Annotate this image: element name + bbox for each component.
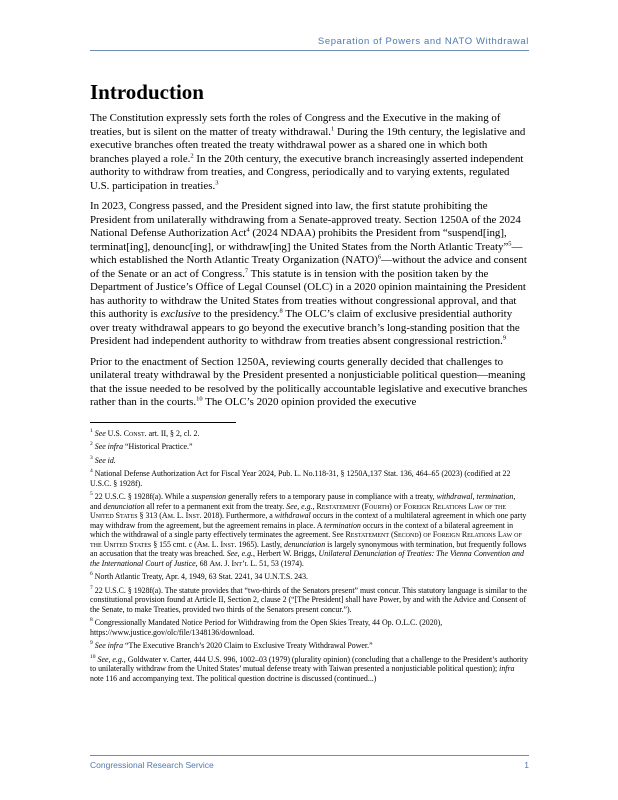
italic-text: See infra	[94, 641, 124, 650]
paragraph	[90, 112, 528, 193]
italic-text: Unilateral Denunciation of Treaties: The Vienna Convention and the International Court of Justice	[90, 549, 524, 568]
footnote-number: 5	[90, 491, 93, 498]
footnote-ref: 5	[508, 239, 512, 247]
italic-text: withdrawal	[274, 511, 311, 520]
paragraph	[90, 200, 528, 349]
footnote-ref: 4	[246, 226, 250, 234]
footnotes	[90, 429, 528, 684]
footnote-number: 7	[90, 584, 93, 591]
small-caps-text: Am. L. Inst	[161, 511, 200, 520]
section-heading: Introduction	[90, 80, 204, 104]
text-run: In 2023, Congress passed, and the President signed into law, the first statute prohibiting the President from unilaterally withdrawing from a Senate-approved treaty. Section 1250A of the 2024 National Defense Authorization Act	[90, 200, 521, 239]
body-text	[90, 112, 528, 410]
text-run: —without the advice and consent of the Senate or an act of Congress.	[90, 254, 527, 280]
text-run: National Defense Authorization Act for Fiscal Year 2024, Pub. L. No.118-31, § 1250A,137 Stat. 136, 464–65 (2023) (codified at 22 U.S.C. § 1928f).	[90, 469, 511, 488]
text-run: § 155 cmt. c (	[151, 539, 197, 549]
footnote	[90, 429, 528, 439]
text-run: , and	[90, 492, 516, 511]
italic-text: exclusive	[160, 308, 201, 320]
footnote-ref: 9	[502, 334, 507, 342]
text-run: Congressionally Mandated Notice Period for Withdrawing from the Open Skies Treaty, 44 Op. O.L.C. (2020), https://www.justice.gov/olc/file/1348136/download.	[90, 618, 443, 637]
text-run: “Historical Practice.”	[123, 442, 193, 451]
text-run: . 1965). Lastly,	[234, 539, 284, 549]
text-run: ,	[312, 501, 317, 511]
paragraph	[90, 356, 528, 410]
small-caps-text: Const	[123, 428, 145, 438]
text-run: —which established the North Atlantic Treaty Organization (NATO)	[90, 240, 523, 266]
footnote	[90, 641, 528, 651]
footnote-number: 10	[90, 653, 96, 660]
text-run: is largely synonymous with termination, but frequently follows an accusation that the treaty was breached.	[90, 539, 527, 558]
main-content	[90, 80, 528, 687]
footnote	[90, 586, 528, 615]
text-run: Prior to the enactment of Section 1250A, reviewing courts generally decided that challenges to unilateral treaty withdrawal by the President presented a nonjusticiable political question—meaning that the issue needed to be resolved by the politically accountable legislative and executive branches rather than in the courts.	[90, 355, 528, 408]
text-run: (2024 NDAA) prohibits the President from “suspend[ing], terminat[ing], denounc[ing], or withdraw[ing] the United States from the North Atlantic Treaty”	[90, 227, 509, 253]
footnote-ref: 8	[279, 307, 283, 315]
footnote-number: 4	[90, 468, 93, 475]
text-run: § 313 (	[137, 511, 162, 520]
footer-publisher: Congressional Research Service	[90, 760, 214, 770]
text-run: generally refers to a temporary pause in compliance with a treaty,	[226, 492, 437, 501]
italic-text: See, e.g.	[226, 549, 254, 558]
footnote	[90, 618, 528, 637]
text-run: “The Executive Branch’s 2020 Claim to Exclusive Treaty Withdrawal Power.”	[123, 641, 373, 650]
text-run: note 116 and accompanying text. The political question doctrine is discussed (continued...)	[90, 673, 377, 683]
italic-text: denunciation	[103, 501, 145, 511]
footnote	[90, 442, 528, 452]
italic-text: denunciation	[284, 539, 326, 549]
text-run: occurs in the context of a multilateral agreement in which one party may withdraw from the agreement, but the agreement remains in place. A	[90, 511, 527, 530]
text-run: to the presidency.	[200, 308, 280, 320]
text-run: ,	[472, 492, 477, 501]
footnote-ref: 7	[244, 266, 249, 274]
small-caps-text: Restatement (Fourth) of Foreign Relations Law of the United States	[90, 501, 507, 520]
italic-text: termination	[324, 520, 361, 530]
text-run: 22 U.S.C. § 1928f(a). While a	[94, 492, 192, 501]
text-run: The OLC’s claim of exclusive presidential authority over treaty withdrawal appears to go beyond the executive branch’s long-standing position that the President had independent authority to withdraw from treaties absent congressional restriction.	[90, 308, 520, 347]
small-caps-text: Restatement (Second) of Foreign Relations Law of the United States	[90, 530, 522, 549]
footnote-number: 9	[90, 640, 93, 647]
small-caps-text: Am. L. Inst	[196, 539, 235, 549]
text-run: U.S.	[105, 428, 124, 438]
footnote	[90, 655, 528, 684]
page-footer	[90, 755, 529, 770]
footnote	[90, 492, 528, 568]
italic-text: See	[94, 428, 106, 438]
italic-text: infra	[499, 664, 515, 673]
footnote	[90, 469, 528, 488]
text-run: During the 19th century, the legislative and executive branches often treated the treaty withdrawal power as a shared one in which both branches played a role.	[90, 125, 526, 165]
footnote-ref: 10	[196, 395, 203, 403]
footnote	[90, 456, 528, 466]
footnote-ref: 2	[190, 151, 194, 159]
text-run: North Atlantic Treaty, Apr. 4, 1949, 63 Stat. 2241, 34 U.N.T.S. 243.	[94, 572, 309, 581]
text-run: This statute is in tension with the position taken by the Department of Justice’s Office of Legal Counsel (OLC) in a 2020 opinion maintaining the President has authority to withdraw the United States from treaties without congressional approval, and that this authority is	[90, 267, 526, 320]
text-run: , 68	[195, 558, 210, 568]
footnote-number: 3	[90, 454, 93, 461]
text-run: The Constitution expressly sets forth the roles of Congress and the Executive in the making of treaties, but is silent on the matter of treaty withdrawal.	[90, 112, 501, 138]
small-caps-text: Am. J. Int’l L	[209, 558, 256, 568]
footnote-ref: 6	[377, 253, 382, 261]
footnote-ref: 1	[331, 124, 335, 132]
italic-text: termination	[476, 492, 514, 501]
italic-text: See infra	[94, 442, 124, 451]
text-run: all refer to a permanent exit from the treaty.	[144, 501, 287, 511]
italic-text: See, e.g.	[97, 654, 124, 664]
italic-text: suspension	[191, 492, 227, 501]
footnote-number: 2	[90, 441, 93, 448]
text-run: occurs in the context of a bilateral agreement in which the withdrawal of a single party effectively terminates the agreement. See	[90, 520, 514, 539]
text-run: . 51, 53 (1974).	[255, 558, 304, 568]
footnote-separator	[90, 422, 236, 423]
text-run: , Herbert W. Briggs,	[253, 549, 319, 558]
italic-text: withdrawal	[436, 492, 473, 501]
text-run: The OLC’s 2020 opinion provided the executive	[202, 396, 417, 408]
page-number: 1	[524, 760, 529, 770]
text-run: 22 U.S.C. § 1928f(a). The statute provides that “two-thirds of the Senators present” must concur. This statutory language is similar to the constitutional provision found at Article II, Section 2, clause 2 (“[The President] shall have Power, by and with the Advice and Consent of the Senate, to make Treaties, provided two thirds of the Senators present concur.”).	[90, 585, 528, 614]
footnote-number: 1	[90, 427, 93, 434]
text-run: , Goldwater v. Carter, 444 U.S. 996, 1002–03 (1979) (plurality opinion) (concluding that a challenge to the President’s authority to unilaterally withdraw from the United States’ mutual defense treaty with Taiwan presented a nonjusticiable political question);	[90, 654, 528, 673]
italic-text: See id.	[94, 455, 116, 465]
italic-text: See, e.g.	[286, 501, 313, 511]
text-run: In the 20th century, the executive branch increasingly asserted independent authority to withdraw from treaties, and Congress, periodically and to varying extents, regulated U.S. participation in treaties.	[90, 152, 524, 192]
text-run: . art. II, § 2, cl. 2.	[144, 428, 200, 438]
footnote-ref: 3	[215, 178, 219, 186]
footnote-number: 8	[90, 617, 93, 624]
footnote	[90, 572, 528, 582]
footnote-number: 6	[90, 571, 93, 578]
running-header: Separation of Powers and NATO Withdrawal	[90, 36, 529, 51]
text-run: . 2018). Furthermore, a	[199, 511, 275, 520]
